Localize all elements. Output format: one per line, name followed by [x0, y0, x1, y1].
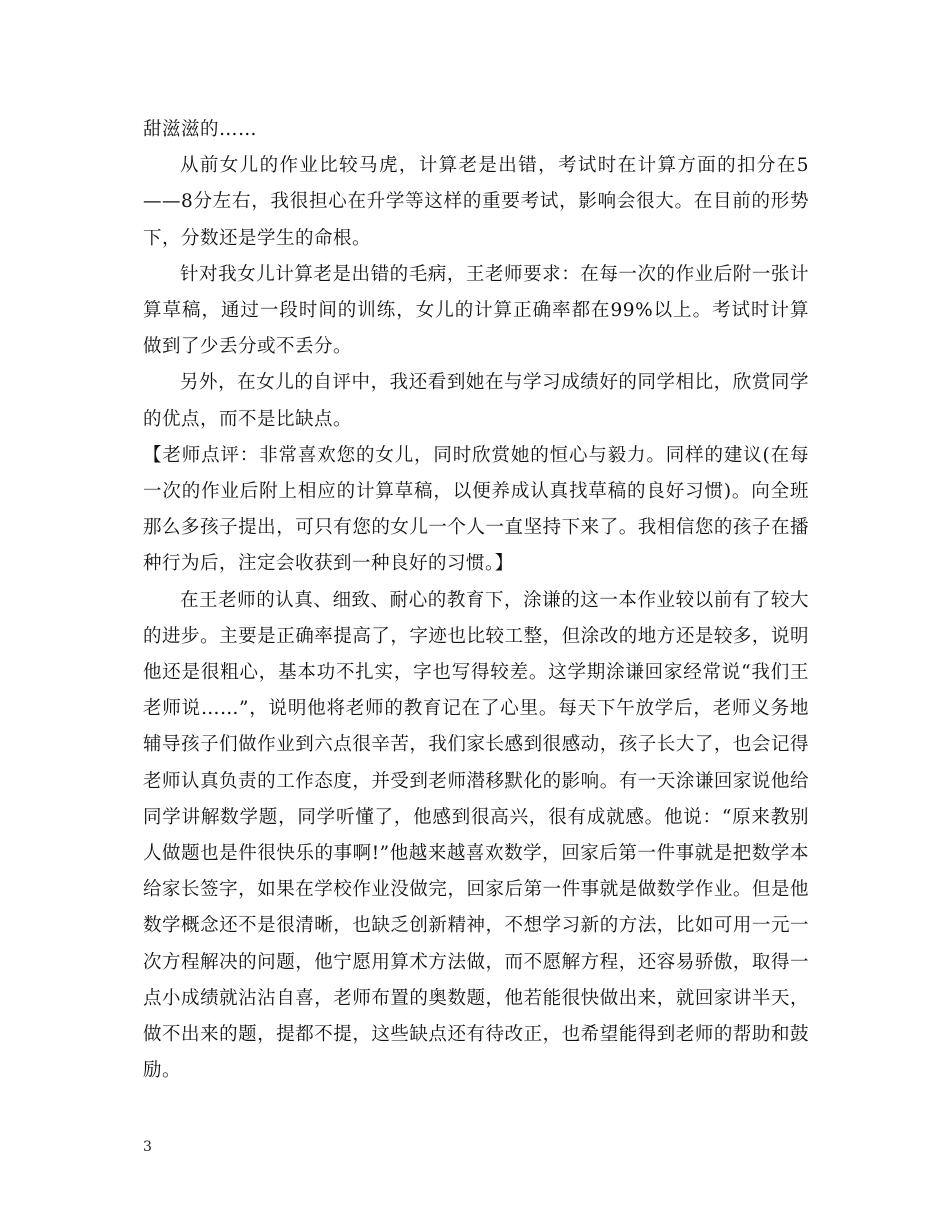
paragraph-student-progress: 在王老师的认真、细致、耐心的教育下，涂谦的这一本作业较以前有了较大的进步。主要是正确率提高了，字迹也比较工整，但涂改的地方还是较多，说明他还是很粗心，基本功不扎实，字也写得较差。这学期涂谦回家经常说“我们王老师说……”，说明他将老师的教育记在了心里。每天下午放学后，老师义务地辅导孩子们做作业到六点很辛苦，我们家长感到很感动，孩子长大了，也会记得老师认真负责的工作态度，并受到老师潜移默化的影响。有一天涂谦回家说他给同学讲解数学题，同学听懂了，他感到很高兴，很有成就感。他说：“原来教别人做题也是件很快乐的事啊!”他越来越喜欢数学，回家后第一件事就是把数学本给家长签字，如果在学校作业没做完，回家后第一件事就是做数学作业。但是他数学概念还不是很清晰，也缺乏创新精神，不想学习新的方法，比如可用一元一次方程解决的问题，他宁愿用算术方法做，而不愿解方程，还容易骄傲，取得一点小成绩就沾沾自喜，老师布置的奥数题，他若能很快做出来，就回家讲半天，做不出来的题，提都不提，这些缺点还有待改正，也希望能得到老师的帮助和鼓励。 — [143, 589, 809, 1082]
paragraph-self-evaluation: 另外，在女儿的自评中，我还看到她在与学习成绩好的同学相比，欣赏同学的优点，而不是比缺点。 — [143, 372, 809, 430]
paragraph-teacher-comment: 【老师点评：非常喜欢您的女儿，同时欣赏她的恒心与毅力。同样的建议(在每一次的作业后附上相应的计算草稿，以便养成认真找草稿的良好习惯)。向全班那么多孩子提出，可只有您的女儿一个人一直坚持下来了。我相信您的孩子在播种行为后，注定会收获到一种良好的习惯。】 — [143, 444, 809, 575]
document-body — [143, 112, 809, 1089]
paragraph-calculation-issue: 从前女儿的作业比较马虎，计算老是出错，考试时在计算方面的扣分在5——8分左右，我很担心在升学等这样的重要考试，影响会很大。在目前的形势下，分数还是学生的命根。 — [143, 155, 809, 249]
page-number: 3 — [143, 1139, 152, 1155]
paragraph-continuation: 甜滋滋的…… — [143, 119, 258, 140]
paragraph-teacher-requirement: 针对我女儿计算老是出错的毛病，王老师要求：在每一次的作业后附一张计算草稿，通过一段时间的训练，女儿的计算正确率都在99%以上。考试时计算做到了少丢分或不丢分。 — [143, 263, 809, 358]
